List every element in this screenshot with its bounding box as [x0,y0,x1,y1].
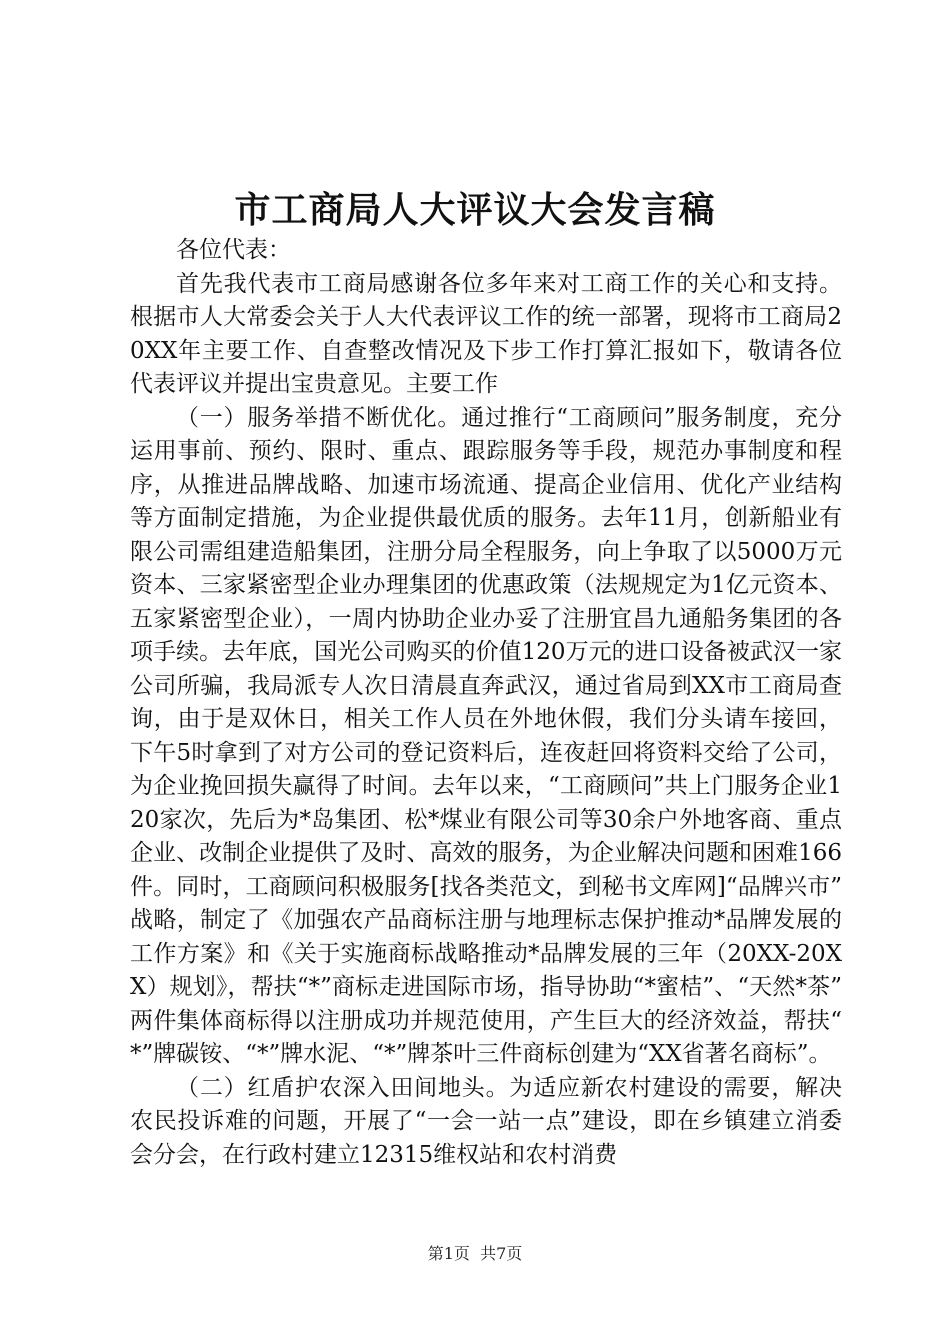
page-total: 共7页 [480,1244,523,1263]
document-title: 市工商局人大评议大会发言稿 [234,189,716,231]
page-footer [0,1243,950,1265]
footer-separator [470,1244,480,1263]
paragraph-section-2: （二）红盾护农深入田间地头。为适应新农村建设的需要，解决农民投诉难的问题，开展了“一会一站一点”建设，即在乡镇建立消委会分会，在行政村建立12315维权站和农村消费 [130,1074,842,1168]
page-number: 第1页 [427,1244,470,1263]
paragraph-section-1: （一）服务举措不断优化。通过推行“工商顾问”服务制度，充分运用事前、预约、限时、重点、跟踪服务等手段，规范办事制度和程序，从推进品牌战略、加速市场流通、提高企业信用、优化产业结构等方面制定措施，为企业提供最优质的服务。去年11月，创新船业有限公司需组建造船集团，注册分局全程服务，向上争取了以5000万元资本、三家紧密型企业办理集团的优惠政策（法规规定为1亿元资本、五家紧密型企业），一周内协助企业办妥了注册宜昌九通船务集团的各项手续。去年底，国光公司购买的价值120万元的进口设备被武汉一家公司所骗，我局派专人次日清晨直奔武汉，通过省局到XX市工商局查询，由于是双休日，相关工作人员在外地休假，我们分头请车接回，下午5时拿到了对方公司的登记资料后，连夜赶回将资料交给了公司，为企业挽回损失赢得了时间。去年以来，“工商顾问”共上门服务企业120家次，先后为*岛集团、松*煤业有限公司等30余户外地客商、重点企业、改制企业提供了及时、高效的服务，为企业解决问题和困难166件。同时，工商顾问积极服务[找各类范文，到秘书文库网]“品牌兴市”战略，制定了《加强农产品商标注册与地理标志保护推动*品牌发展的工作方案》和《关于实施商标战略推动*品牌发展的三年（20XX-20XX）规划》，帮扶“*”商标走进国际市场，指导协助“*蜜桔”、“天然*茶”两件集体商标得以注册成功并规范使用，产生巨大的经济效益，帮扶“*”牌碳铵、“*”牌水泥、“*”牌茶叶三件商标创建为“XX省著名商标”。 [130,404,842,1067]
document-body [130,234,842,1172]
salutation: 各位代表： [176,237,291,263]
paragraph-intro: 首先我代表市工商局感谢各位多年来对工商工作的关心和支持。根据市人大常委会关于人大代表评议工作的统一部署，现将市工商局20XX年主要工作、自查整改情况及下步工作打算汇报如下，敬请各位代表评议并提出宝贵意见。主要工作 [130,270,842,397]
